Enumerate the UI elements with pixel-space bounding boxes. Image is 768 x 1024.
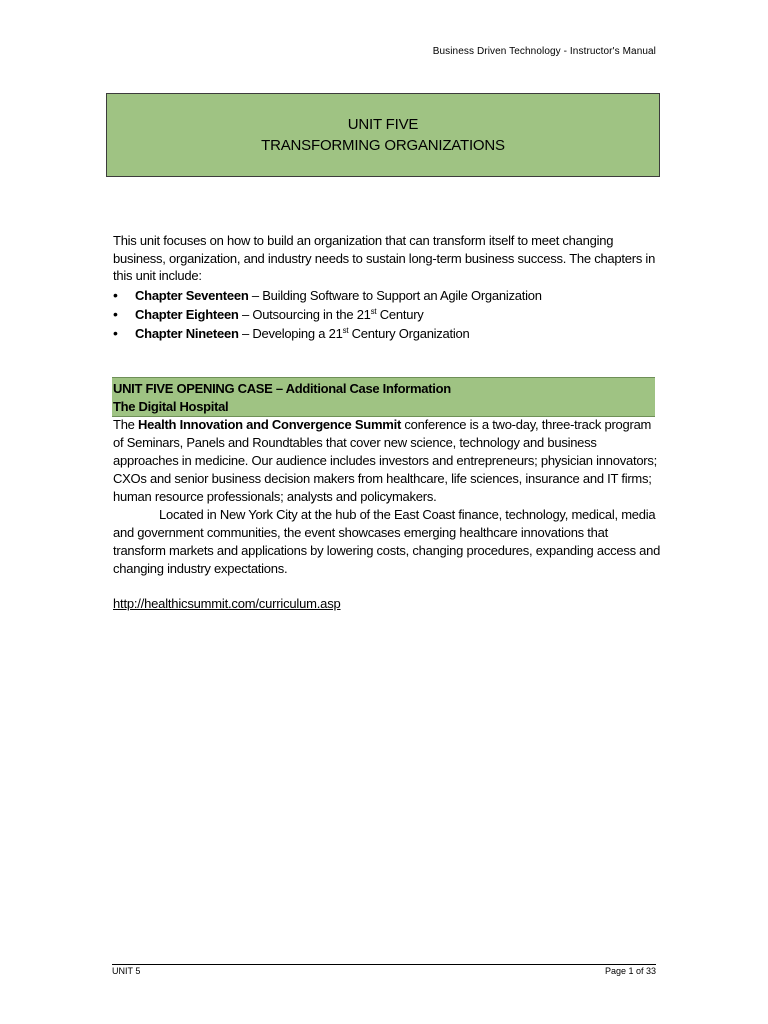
ordinal-suffix: st: [342, 325, 349, 335]
chapter-desc-end: Century: [376, 306, 424, 322]
chapter-desc-end: Century Organization: [348, 325, 470, 341]
summit-name: Health Innovation and Convergence Summit: [138, 417, 402, 432]
opening-case-body: [113, 416, 661, 578]
chapter-list-item: [113, 324, 661, 343]
case-paragraph-1: [113, 416, 661, 506]
unit-title: UNIT FIVE: [347, 116, 419, 133]
unit-subtitle: TRANSFORMING ORGANIZATIONS: [261, 137, 505, 154]
footer-unit-label: UNIT 5: [112, 966, 141, 976]
case-paragraph-2: Located in New York City at the hub of the East Coast finance, technology, medical, media and government communities, the event showcases emerging healthcare innovations that transform markets and applications by lowering costs, changing procedures, expanding access and changing industry expectations.: [113, 507, 661, 576]
footer-divider: [112, 964, 656, 965]
case-p1-prefix: The: [113, 417, 139, 432]
chapter-desc: – Developing a 21: [238, 325, 343, 341]
chapter-list: [113, 286, 661, 343]
bullet-icon: •: [113, 305, 118, 322]
chapter-list-item: [113, 305, 661, 324]
unit-title-box: [106, 93, 660, 177]
ordinal-suffix: st: [370, 306, 377, 316]
chapter-desc: – Building Software to Support an Agile Organization: [248, 287, 542, 303]
opening-case-subheading: The Digital Hospital: [113, 399, 229, 414]
running-header: Business Driven Technology - Instructor's Manual: [432, 46, 656, 57]
opening-case-heading-band: [112, 377, 655, 417]
bullet-icon: •: [113, 286, 118, 303]
intro-paragraph: This unit focuses on how to build an organization that can transform itself to meet changing business, organization, and industry needs to sustain long-term business success. The chapters in this unit include:: [113, 233, 656, 283]
chapter-desc: – Outsourcing in the 21: [238, 306, 371, 322]
chapter-name: Chapter Nineteen: [135, 325, 239, 341]
summit-curriculum-link[interactable]: http://healthicsummit.com/curriculum.asp: [113, 596, 341, 611]
chapter-list-item: [113, 286, 661, 305]
unit-intro: [113, 232, 661, 343]
case-p1-text: conference is a two-day, three-track program of Seminars, Panels and Roundtables that cover new science, technology and business approaches in medicine. Our audience includes investors and entrepreneurs; physician innovators; CXOs and senior business decision makers from healthcare, life sciences, insurance and IT firms; human resource professionals; analysts and policymakers.: [113, 417, 657, 504]
opening-case-heading: UNIT FIVE OPENING CASE – Additional Case Information: [113, 381, 451, 396]
footer-page-number: Page 1 of 33: [604, 966, 656, 976]
chapter-name: Chapter Eighteen: [135, 306, 239, 322]
chapter-name: Chapter Seventeen: [135, 287, 249, 303]
bullet-icon: •: [113, 324, 118, 341]
